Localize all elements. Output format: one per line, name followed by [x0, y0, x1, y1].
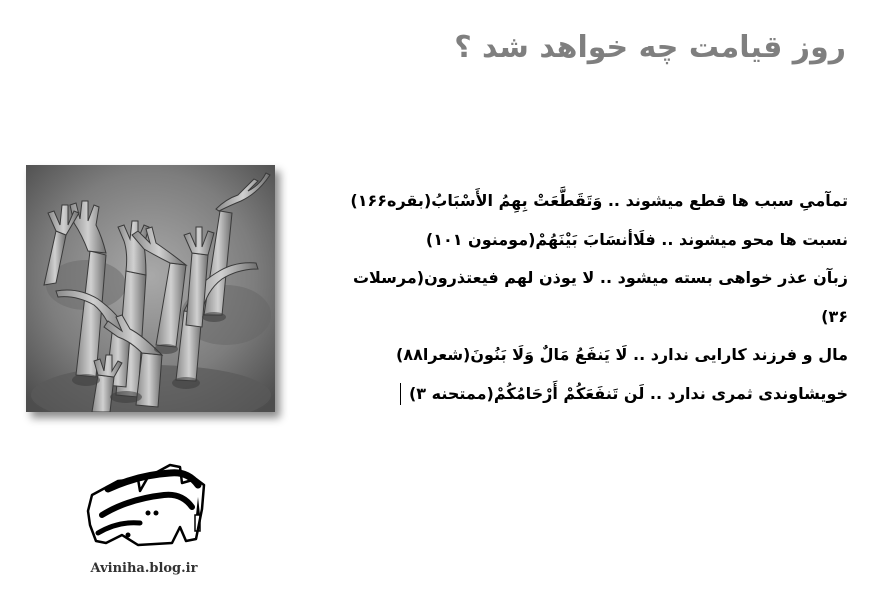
- bachehaye-ghalam-logo: [78, 455, 210, 555]
- verse-line-text: خویشاوندی ثمری ندارد .. لَن تَنفَعَكُمْ أَرْحَامُكُمْ(ممتحنه ۳): [408, 383, 848, 403]
- verse-line: ۳۶): [821, 306, 848, 326]
- verse-line: تمآمیِ سبب ها قطع میشوند .. وَتَقَطَّعَتْ بِهِمُ الأَسْبَابُ(بقره۱۶۶): [350, 191, 848, 210]
- verse-line: مال و فرزند کارایی ندارد .. لَا يَنفَعُ مَالٌ وَلَا بَنُونَ(شعرا۸۸): [396, 345, 848, 364]
- blog-url: Aviniha.blog.ir: [90, 561, 198, 576]
- logo-graphic: [78, 455, 210, 555]
- verse-line-last: [300, 375, 848, 414]
- quran-verses-text: [300, 182, 848, 413]
- verse-line: نسبت ها محو میشوند .. فلَاأنسَابَ بَيْنَهُمْ(مومنون ۱۰۱): [425, 229, 848, 249]
- page-title: روز قیامت چه خواهد شد ؟: [454, 30, 846, 65]
- verse-line: زبآن عذر خواهی بسته میشود .. لا یوذن لهم فیعتذرون(مرسلات: [352, 268, 848, 287]
- hands-photo-illustration: [26, 165, 275, 412]
- text-cursor: [400, 383, 401, 405]
- hands-sculpture-photo: [26, 165, 275, 412]
